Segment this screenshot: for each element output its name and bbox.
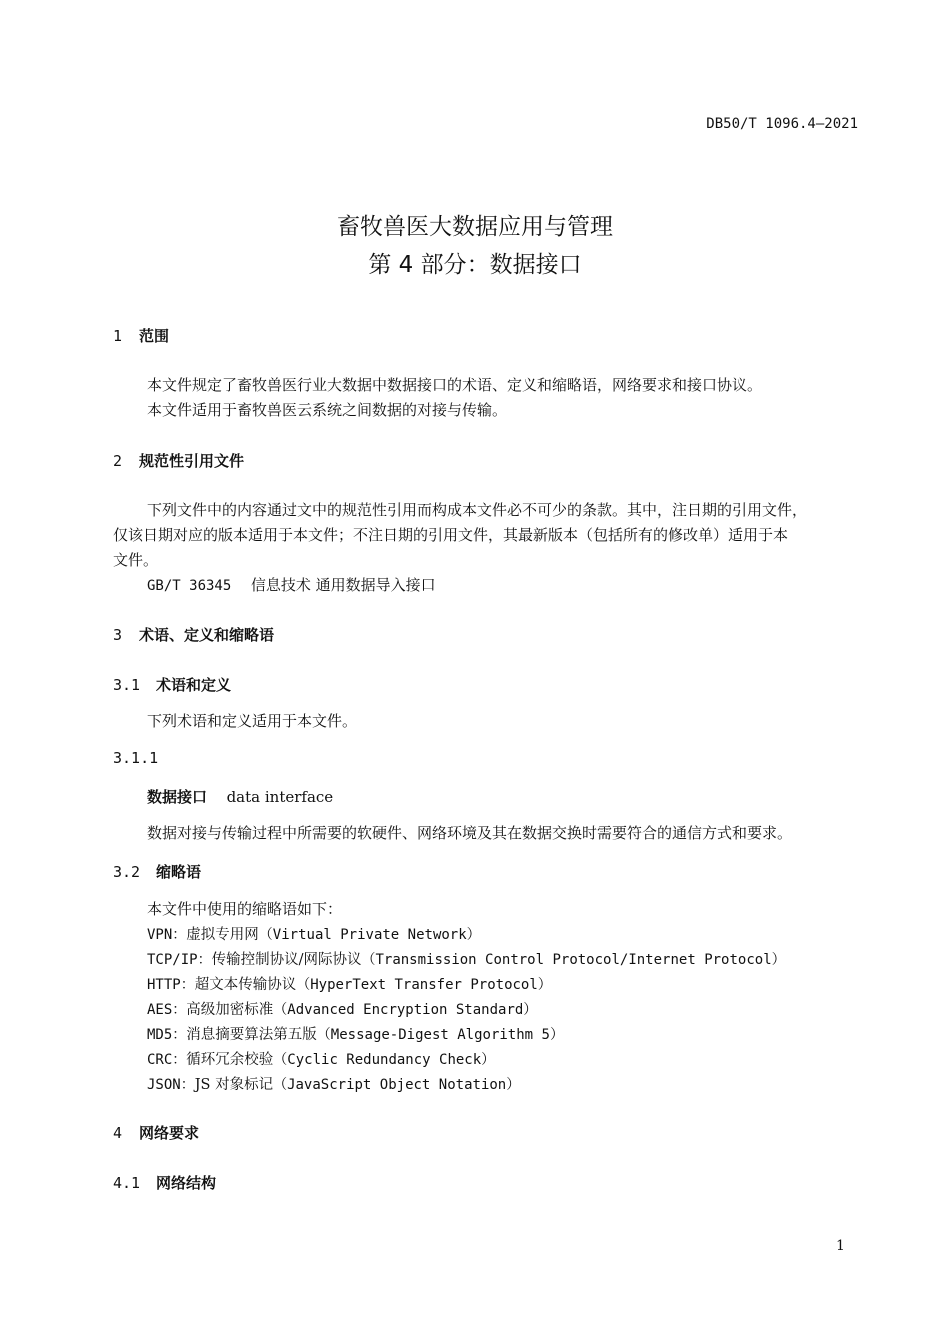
paragraph: 文件。 <box>113 551 159 569</box>
abbreviation: CRC： <box>147 1052 187 1068</box>
abbreviation-item <box>147 998 537 1019</box>
section-3-heading <box>113 624 274 645</box>
page-number: 1 <box>836 1238 845 1254</box>
abbreviation-chinese: 高级加密标准 <box>186 1002 274 1018</box>
abbreviation-item <box>147 1023 564 1044</box>
section-title: 规范性引用文件 <box>139 452 245 470</box>
paragraph: 本文件规定了畜牧兽医行业大数据中数据接口的术语、定义和缩略语，网络要求和接口协议。 <box>147 376 763 394</box>
section-title: 术语和定义 <box>156 676 232 694</box>
section-1-heading <box>113 325 169 346</box>
section-3-1-heading <box>113 674 231 695</box>
section-number: 2 <box>113 452 123 470</box>
section-number: 3.1.1 <box>113 749 159 767</box>
term-entry <box>147 786 333 807</box>
abbreviation: MD5： <box>147 1027 187 1043</box>
section-number: 4 <box>113 1124 123 1142</box>
term-english: data interface <box>226 788 334 806</box>
abbreviation-item <box>147 923 481 944</box>
section-number: 3.1 <box>113 676 141 694</box>
section-title: 范围 <box>139 327 170 345</box>
abbreviation-item <box>147 1048 495 1069</box>
abbreviation: TCP/IP： <box>147 952 212 968</box>
abbreviation-chinese: 消息摘要算法第五版 <box>186 1027 317 1043</box>
term-chinese: 数据接口 <box>147 788 208 806</box>
section-3-1-1-heading <box>113 749 158 767</box>
section-title: 网络要求 <box>139 1124 200 1142</box>
section-4-heading <box>113 1122 199 1143</box>
paragraph: 下列文件中的内容通过文中的规范性引用而构成本文件必不可少的条款。其中，注日期的引用文件， <box>147 501 808 519</box>
section-number: 3 <box>113 626 123 644</box>
abbreviation-english: （Cyclic Redundancy Check） <box>273 1052 496 1068</box>
abbreviation-chinese: 传输控制协议/网际协议 <box>211 952 362 968</box>
paragraph: 仅该日期对应的版本适用于本文件；不注日期的引用文件，其最新版本（包括所有的修改单）适用于本 <box>113 526 789 544</box>
section-title: 网络结构 <box>156 1174 217 1192</box>
abbreviation-english: （Message-Digest Algorithm 5） <box>316 1027 564 1043</box>
document-title: 畜牧兽医大数据应用与管理 <box>337 214 613 240</box>
document-subtitle: 第 4 部分：数据接口 <box>368 252 582 278</box>
term-definition: 数据对接与传输过程中所需要的软硬件、网络环境及其在数据交换时需要符合的通信方式和要求。 <box>147 824 793 842</box>
abbreviation-english: （Virtual Private Network） <box>258 927 481 943</box>
abbreviation-chinese: 虚拟专用网 <box>186 927 259 943</box>
abbreviation: HTTP： <box>147 977 195 993</box>
abbreviation-english: （Transmission Control Protocol/Internet Protocol） <box>361 952 786 968</box>
paragraph: 本文件中使用的缩略语如下： <box>147 900 343 918</box>
section-title: 术语、定义和缩略语 <box>139 626 275 644</box>
reference-title: 信息技术 通用数据导入接口 <box>250 576 436 594</box>
abbreviation-chinese: JS 对象标记 <box>194 1077 274 1093</box>
section-4-1-heading <box>113 1172 216 1193</box>
paragraph: 本文件适用于畜牧兽医云系统之间数据的对接与传输。 <box>147 401 508 419</box>
standard-number: DB50/T 1096.4—2021 <box>706 116 858 132</box>
abbreviation-english: （HyperText Transfer Protocol） <box>296 977 552 993</box>
abbreviation-item <box>147 973 552 994</box>
abbreviation-item <box>147 1073 520 1094</box>
section-title: 缩略语 <box>156 863 202 881</box>
section-number: 3.2 <box>113 863 141 881</box>
abbreviation-chinese: 循环冗余校验 <box>186 1052 274 1068</box>
abbreviation-english: （JavaScript Object Notation） <box>273 1077 521 1093</box>
abbreviation: JSON： <box>147 1077 195 1093</box>
abbreviation-chinese: 超文本传输协议 <box>194 977 297 993</box>
normative-reference <box>147 574 436 595</box>
abbreviation: AES： <box>147 1002 187 1018</box>
section-2-heading <box>113 450 244 471</box>
abbreviation: VPN： <box>147 927 187 943</box>
section-number: 1 <box>113 327 123 345</box>
reference-code: GB/T 36345 <box>147 578 232 594</box>
section-number: 4.1 <box>113 1174 141 1192</box>
abbreviation-item <box>147 948 786 969</box>
abbreviation-english: （Advanced Encryption Standard） <box>273 1002 538 1018</box>
paragraph: 下列术语和定义适用于本文件。 <box>147 712 358 730</box>
section-3-2-heading <box>113 861 201 882</box>
